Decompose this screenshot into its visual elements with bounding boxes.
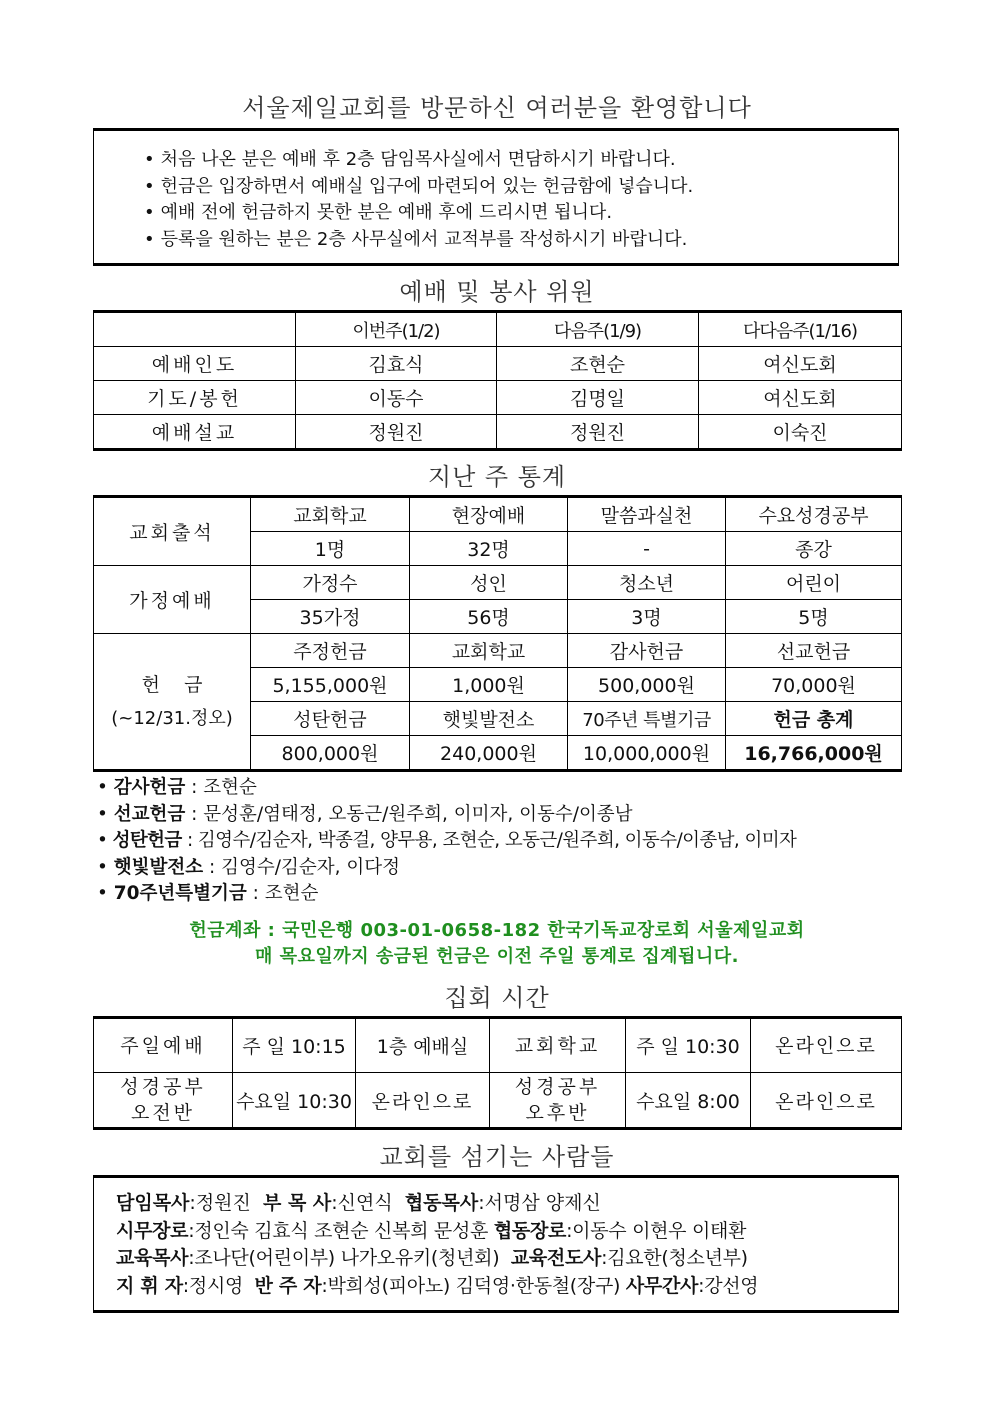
stats-header-cell: 성탄헌금 xyxy=(251,702,410,736)
stats-title: 지난 주 통계 xyxy=(427,463,567,491)
staff-role: 반 주 자 xyxy=(254,1274,322,1297)
stats-value-cell: 35가정 xyxy=(251,600,410,634)
stats-value-cell: 1,000원 xyxy=(410,668,568,702)
offering-header-row-1 xyxy=(94,634,902,668)
offering-total-value: 16,766,000원 xyxy=(726,736,902,771)
staff-names: :강선영 xyxy=(698,1274,759,1297)
stats-value-cell: 800,000원 xyxy=(251,736,410,771)
staff-role: 교육목사 xyxy=(116,1247,189,1269)
staff-role: 담임목사 xyxy=(116,1192,190,1214)
stats-value-cell: - xyxy=(568,532,726,566)
staff-names: :김요한(청소년부) xyxy=(601,1247,748,1269)
stats-value-cell: 1명 xyxy=(251,532,410,566)
attendance-header-row xyxy=(94,497,902,532)
service-row-label: 기도/봉헌 xyxy=(94,381,296,415)
meeting-time: 주 일 10:15 xyxy=(233,1018,356,1073)
stats-value-cell: 500,000원 xyxy=(568,668,726,702)
offering-notes xyxy=(97,775,903,908)
meeting-name: 성경공부 오전반 xyxy=(94,1073,233,1129)
service-header-week-after: 다다음주(1/16) xyxy=(699,312,902,347)
stats-table xyxy=(93,495,902,772)
welcome-title: 서울제일교회를 방문하신 여러분을 환영합니다 xyxy=(242,94,752,122)
meeting-place: 온라인으로 xyxy=(751,1073,902,1129)
service-row xyxy=(94,415,902,450)
family-header-row xyxy=(94,566,902,600)
offering-label: 헌 금 xyxy=(141,673,203,696)
staff-box xyxy=(93,1175,899,1313)
staff-title: 교회를 섬기는 사람들 xyxy=(379,1143,615,1171)
note-text: : 조현순 xyxy=(246,883,319,904)
note-label: 감사헌금 xyxy=(113,777,186,798)
stats-header-cell: 어린이 xyxy=(726,566,902,600)
note-label: 햇빛발전소 xyxy=(113,856,204,878)
note-text: : 김영수/김순자, 이다정 xyxy=(203,856,400,878)
offering-label-cell xyxy=(94,634,251,771)
staff-names: :서명삼 양제신 xyxy=(478,1192,601,1214)
staff-names: :박희성(피아노) 김덕영·한동철(장구) xyxy=(321,1274,626,1297)
note-text: : 김영수/김순자, 박종걸, 양무용, 조현순, 오동근/원주희, 이동수/이종남, 이미자 xyxy=(181,830,797,851)
service-header-this-week: 이번주(1/2) xyxy=(296,312,497,347)
offering-total-header: 헌금 총계 xyxy=(726,702,902,736)
staff-role: 시무장로 xyxy=(116,1219,189,1242)
staff-line xyxy=(116,1245,898,1273)
meeting-place: 1층 예배실 xyxy=(356,1018,490,1073)
meetings-title: 집회 시간 xyxy=(444,984,550,1012)
service-row xyxy=(94,381,902,415)
service-cell: 정원진 xyxy=(296,415,497,450)
service-cell: 김효식 xyxy=(296,347,497,381)
service-row xyxy=(94,347,902,381)
staff-role: 부 목 사 xyxy=(262,1192,332,1214)
welcome-box xyxy=(93,128,899,266)
family-label: 가정예배 xyxy=(94,566,251,634)
note-label: 선교헌금 xyxy=(113,803,186,825)
stats-header-cell: 청소년 xyxy=(568,566,726,600)
stats-header-cell: 성인 xyxy=(410,566,568,600)
account-info xyxy=(93,918,901,970)
offering-sublabel: (~12/31.정오) xyxy=(111,707,233,729)
stats-header-cell: 70주년 특별기금 xyxy=(568,702,726,736)
service-cell: 여신도회 xyxy=(699,381,902,415)
service-row-label: 예배인도 xyxy=(94,347,296,381)
staff-names: :조나단(어린이부) 나가오유키(청년회) xyxy=(188,1247,511,1269)
attendance-label: 교회출석 xyxy=(94,497,251,566)
service-table xyxy=(93,310,902,451)
staff-line xyxy=(116,1190,898,1218)
staff-role: 교육전도사 xyxy=(510,1247,602,1269)
stats-value-cell: 종강 xyxy=(726,532,902,566)
staff-role: 사무간사 xyxy=(625,1274,699,1297)
stats-header-cell: 햇빛발전소 xyxy=(410,702,568,736)
welcome-item: • 예배 전에 헌금하지 못한 분은 예배 후에 드리시면 됩니다. xyxy=(144,200,898,227)
stats-header-cell: 현장예배 xyxy=(410,497,568,532)
note-line: • 햇빛발전소 : 김영수/김순자, 이다정 xyxy=(97,856,400,878)
account-note: 매 목요일까지 송금된 헌금은 이전 주일 통계로 집계됩니다. xyxy=(254,946,739,967)
staff-role: 지 휘 자 xyxy=(116,1274,183,1297)
stats-value-cell: 70,000원 xyxy=(726,668,902,702)
meeting-name: 주일예배 xyxy=(94,1018,233,1073)
meeting-place: 온라인으로 xyxy=(356,1073,490,1129)
stats-value-cell: 240,000원 xyxy=(410,736,568,771)
meeting-time: 주 일 10:30 xyxy=(626,1018,751,1073)
stats-value-cell: 5,155,000원 xyxy=(251,668,410,702)
note-text: : 문성훈/염태정, 오동근/원주희, 이미자, 이동수/이종남 xyxy=(185,803,633,825)
staff-role: 협동목사 xyxy=(404,1192,479,1214)
stats-value-cell: 32명 xyxy=(410,532,568,566)
account-line: 헌금계좌 : 국민은행 003-01-0658-182 한국기독교장로회 서울제일교회 xyxy=(189,920,805,941)
stats-header-cell: 가정수 xyxy=(251,566,410,600)
stats-header-cell: 교회학교 xyxy=(251,497,410,532)
note-line: • 선교헌금 : 문성훈/염태정, 오동근/원주희, 이미자, 이동수/이종남 xyxy=(97,803,633,825)
staff-names: :정원진 xyxy=(189,1192,263,1214)
service-header-empty xyxy=(94,312,296,347)
service-title: 예배 및 봉사 위원 xyxy=(399,278,595,306)
stats-header-cell: 주정헌금 xyxy=(251,634,410,668)
welcome-list xyxy=(94,131,898,253)
staff-names: :신연식 xyxy=(331,1192,405,1214)
meeting-row xyxy=(94,1018,902,1073)
stats-header-cell: 수요성경공부 xyxy=(726,497,902,532)
note-line: • 성탄헌금 : 김영수/김순자, 박종걸, 양무용, 조현순, 오동근/원주희, 이동수/이종남, 이미자 xyxy=(97,830,797,851)
note-line: • 감사헌금 : 조현순 xyxy=(97,777,257,798)
service-cell: 이동수 xyxy=(296,381,497,415)
stats-value-cell: 5명 xyxy=(726,600,902,634)
service-cell: 여신도회 xyxy=(699,347,902,381)
service-header-next-week: 다음주(1/9) xyxy=(497,312,699,347)
service-cell: 이숙진 xyxy=(699,415,902,450)
meeting-place: 온라인으로 xyxy=(751,1018,902,1073)
meeting-time: 수요일 10:30 xyxy=(233,1073,356,1129)
note-label: 성탄헌금 xyxy=(112,830,182,851)
service-cell: 김명일 xyxy=(497,381,699,415)
service-cell: 조현순 xyxy=(497,347,699,381)
staff-line xyxy=(116,1273,898,1301)
staff-names: :정인숙 김효식 조현순 신복희 문성훈 xyxy=(188,1219,494,1242)
welcome-item: • 등록을 원하는 분은 2층 사무실에서 교적부를 작성하시기 바랍니다. xyxy=(144,227,898,254)
service-header-row xyxy=(94,312,902,347)
staff-names: :이동수 이현우 이태환 xyxy=(566,1219,747,1242)
service-row-label: 예배설교 xyxy=(94,415,296,450)
welcome-item: • 헌금은 입장하면서 예배실 입구에 마련되어 있는 헌금함에 넣습니다. xyxy=(144,174,898,201)
welcome-item: • 처음 나온 분은 예배 후 2층 담임목사실에서 면담하시기 바랍니다. xyxy=(144,147,898,174)
stats-header-cell: 말씀과실천 xyxy=(568,497,726,532)
meeting-row xyxy=(94,1073,902,1129)
staff-role: 협동장로 xyxy=(493,1219,567,1242)
meeting-name: 교회학교 xyxy=(490,1018,626,1073)
staff-names: :정시영 xyxy=(182,1274,255,1297)
note-line: • 70주년특별기금 : 조현순 xyxy=(97,883,319,904)
service-cell: 정원진 xyxy=(497,415,699,450)
stats-header-cell: 감사헌금 xyxy=(568,634,726,668)
note-label: 70주년특별기금 xyxy=(113,883,247,904)
stats-value-cell: 56명 xyxy=(410,600,568,634)
meetings-table xyxy=(93,1016,902,1130)
stats-value-cell: 3명 xyxy=(568,600,726,634)
note-text: : 조현순 xyxy=(185,777,257,798)
meeting-name: 성경공부 오후반 xyxy=(490,1073,626,1129)
stats-value-cell: 10,000,000원 xyxy=(568,736,726,771)
staff-line xyxy=(116,1218,898,1246)
meeting-time: 수요일 8:00 xyxy=(626,1073,751,1129)
stats-header-cell: 교회학교 xyxy=(410,634,568,668)
stats-header-cell: 선교헌금 xyxy=(726,634,902,668)
